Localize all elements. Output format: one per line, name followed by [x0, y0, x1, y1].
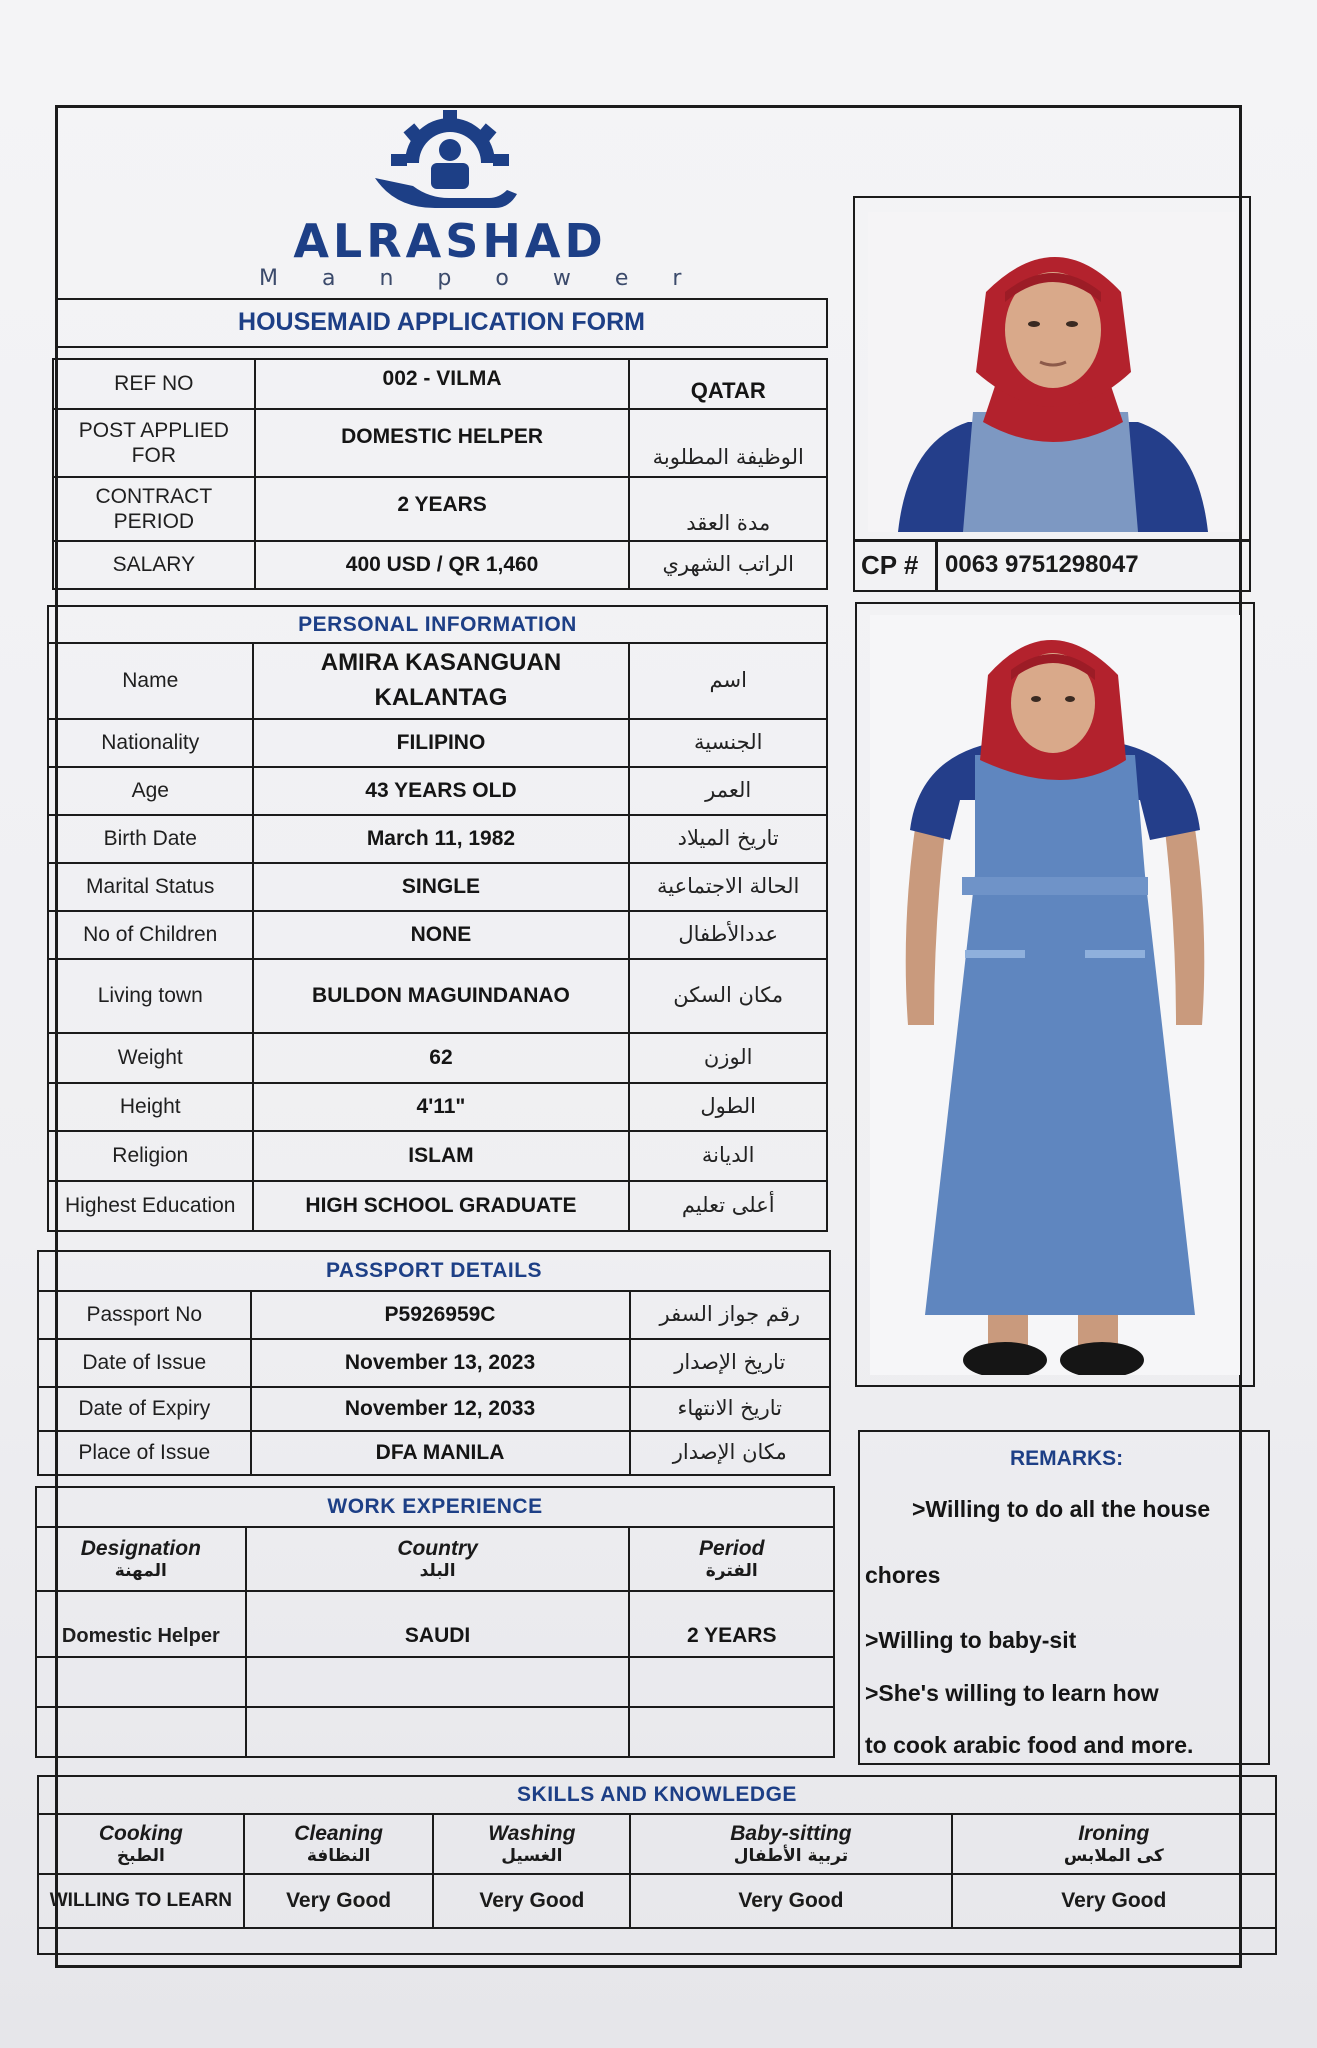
portrait-photo	[868, 212, 1236, 532]
skill-arabic: تربية الأطفال	[733, 1846, 849, 1867]
form-title-text: HOUSEMAID APPLICATION FORM	[238, 308, 645, 336]
skills-footer-row	[38, 1928, 1276, 1954]
row-label: Weight	[48, 1033, 253, 1083]
skill-arabic: الغسيل	[501, 1846, 563, 1867]
row-label: Date of Issue	[38, 1339, 251, 1387]
row-value: November 13, 2023	[251, 1339, 630, 1387]
contract-value: 2 YEARS	[255, 477, 630, 541]
ref-label: REF NO	[53, 359, 255, 409]
work-experience-table	[35, 1486, 835, 1758]
row-value: P5926959C	[251, 1291, 630, 1339]
col-designation	[36, 1527, 246, 1591]
row-value: ISLAM	[253, 1131, 630, 1181]
remarks-title: REMARKS:	[1010, 1447, 1124, 1470]
row-label: Date of Expiry	[38, 1387, 251, 1431]
header-table	[52, 358, 828, 590]
row-value: 4'11"	[253, 1083, 630, 1131]
table-row	[36, 1591, 834, 1657]
row-arabic: تاريخ الإصدار	[630, 1339, 831, 1387]
skill-name: Ironing	[1078, 1822, 1150, 1846]
row-label: Age	[48, 767, 253, 815]
table-row	[48, 643, 827, 719]
row-label: Nationality	[48, 719, 253, 767]
post-value: DOMESTIC HELPER	[255, 409, 630, 477]
row-label: Living town	[48, 959, 253, 1033]
work-period: 2 YEARS	[629, 1591, 834, 1657]
table-row	[38, 1339, 830, 1387]
row-label: Religion	[48, 1131, 253, 1181]
contact-divider	[935, 542, 938, 590]
skill-washing	[433, 1814, 630, 1874]
company-logo	[215, 108, 726, 291]
row-value: 43 YEARS OLD	[253, 767, 630, 815]
row-arabic: مكان الإصدار	[630, 1431, 831, 1475]
passport-title: PASSPORT DETAILS	[38, 1251, 830, 1291]
skill-name: Cooking	[98, 1822, 183, 1846]
row-label: Birth Date	[48, 815, 253, 863]
row-arabic: الوزن	[629, 1033, 827, 1083]
row-value: 62	[253, 1033, 630, 1083]
skill-arabic: الطبخ	[116, 1846, 165, 1867]
contact-bar	[853, 540, 1251, 592]
passport-rows	[38, 1291, 830, 1475]
row-label: No of Children	[48, 911, 253, 959]
skill-level: Very Good	[952, 1874, 1276, 1928]
row-arabic: رقم جواز السفر	[630, 1291, 831, 1339]
table-row	[48, 815, 827, 863]
contract-arabic: مدة العقد	[629, 477, 827, 541]
remark-line: chores	[865, 1562, 941, 1588]
salary-label: SALARY	[53, 541, 255, 589]
row-arabic: أعلى تعليم	[629, 1181, 827, 1231]
skill-name: Washing	[488, 1822, 576, 1846]
fullbody-image	[870, 615, 1240, 1375]
personal-info-title: PERSONAL INFORMATION	[48, 606, 827, 643]
skill-arabic: كى الملابس	[1063, 1846, 1164, 1867]
row-value: November 12, 2033	[251, 1387, 630, 1431]
skill-name: Baby-sitting	[730, 1822, 852, 1846]
salary-value: 400 USD / QR 1,460	[255, 541, 630, 589]
row-arabic: تاريخ الميلاد	[629, 815, 827, 863]
row-label: Marital Status	[48, 863, 253, 911]
table-row	[48, 911, 827, 959]
row-arabic: الحالة الاجتماعية	[629, 863, 827, 911]
work-header-row	[36, 1527, 834, 1591]
contact-number: 0063 9751298047	[945, 551, 1139, 578]
skill-cooking	[38, 1814, 244, 1874]
skills-title: SKILLS AND KNOWLEDGE	[38, 1776, 1276, 1814]
skill-arabic: النظافة	[306, 1846, 371, 1867]
personal-info-table	[47, 605, 828, 1232]
table-row	[48, 767, 827, 815]
passport-table	[37, 1250, 831, 1476]
row-arabic: مكان السكن	[629, 959, 827, 1033]
table-row	[48, 863, 827, 911]
skills-level-row	[38, 1874, 1276, 1928]
row-arabic: تاريخ الانتهاء	[630, 1387, 831, 1431]
ref-value: 002 - VILMA	[255, 359, 630, 409]
row-value: NONE	[253, 911, 630, 959]
row-label: Place of Issue	[38, 1431, 251, 1475]
remarks-box	[858, 1430, 1270, 1765]
remark-line: to cook arabic food and more.	[865, 1732, 1194, 1758]
table-row	[38, 1431, 830, 1475]
row-label: Highest Education	[48, 1181, 253, 1231]
skill-cleaning	[244, 1814, 434, 1874]
table-row	[38, 1291, 830, 1339]
row-label: Height	[48, 1083, 253, 1131]
post-label: POST APPLIED FOR	[53, 409, 255, 477]
row-arabic: الطول	[629, 1083, 827, 1131]
skill-level: Very Good	[244, 1874, 434, 1928]
skills-table	[37, 1775, 1277, 1955]
post-arabic: الوظيفة المطلوبة	[629, 409, 827, 477]
portrait-image	[868, 212, 1236, 532]
col-period-arabic: الفترة	[705, 1561, 758, 1582]
row-value: BULDON MAGUINDANAO	[253, 959, 630, 1033]
row-arabic: اسم	[629, 643, 827, 719]
fullbody-photo	[870, 615, 1240, 1375]
company-name: ALRASHAD	[293, 214, 607, 268]
skill-ironing	[952, 1814, 1276, 1874]
row-value: DFA MANILA	[251, 1431, 630, 1475]
remark-line: >Willing to baby-sit	[865, 1627, 1077, 1653]
table-row	[48, 1131, 827, 1181]
company-tagline: Manpower	[259, 266, 726, 291]
work-experience-title: WORK EXPERIENCE	[36, 1487, 834, 1527]
row-arabic: الديانة	[629, 1131, 827, 1181]
skill-name: Cleaning	[294, 1822, 383, 1846]
work-country: SAUDI	[246, 1591, 630, 1657]
row-value: AMIRA KASANGUAN KALANTAG	[253, 643, 630, 719]
table-row	[48, 719, 827, 767]
row-arabic: عددالأطفال	[629, 911, 827, 959]
col-country	[246, 1527, 630, 1591]
skill-level: Very Good	[433, 1874, 630, 1928]
col-country-arabic: البلد	[419, 1561, 456, 1582]
row-label: Name	[48, 643, 253, 719]
gear-hand-logo-icon	[365, 108, 535, 218]
row-value: March 11, 1982	[253, 815, 630, 863]
table-row	[48, 1083, 827, 1131]
work-designation: Domestic Helper	[36, 1591, 246, 1657]
row-arabic: الجنسية	[629, 719, 827, 767]
remark-line: >She's willing to learn how	[865, 1680, 1159, 1706]
row-value: HIGH SCHOOL GRADUATE	[253, 1181, 630, 1231]
skill-level: WILLING TO LEARN	[38, 1874, 244, 1928]
col-period	[629, 1527, 834, 1591]
table-row	[38, 1387, 830, 1431]
col-designation-arabic: المهنة	[114, 1561, 167, 1582]
personal-info-rows	[48, 643, 827, 1231]
table-row	[48, 959, 827, 1033]
table-row-empty	[36, 1707, 834, 1757]
table-row	[48, 1181, 827, 1231]
contract-label: CONTRACT PERIOD	[53, 477, 255, 541]
row-label: Passport No	[38, 1291, 251, 1339]
skill-level: Very Good	[630, 1874, 951, 1928]
col-country-label: Country	[397, 1537, 478, 1561]
col-period-label: Period	[699, 1537, 765, 1561]
contact-label: CP #	[861, 550, 919, 580]
skills-header-row	[38, 1814, 1276, 1874]
destination-value: QATAR	[629, 359, 827, 409]
form-title	[55, 298, 828, 348]
table-row	[48, 1033, 827, 1083]
col-designation-label: Designation	[80, 1537, 201, 1561]
row-arabic: العمر	[629, 767, 827, 815]
skill-baby-sitting	[630, 1814, 951, 1874]
table-row-empty	[36, 1657, 834, 1707]
row-value: FILIPINO	[253, 719, 630, 767]
row-value: SINGLE	[253, 863, 630, 911]
salary-arabic: الراتب الشهري	[629, 541, 827, 589]
remark-line: >Willing to do all the house	[912, 1496, 1211, 1522]
